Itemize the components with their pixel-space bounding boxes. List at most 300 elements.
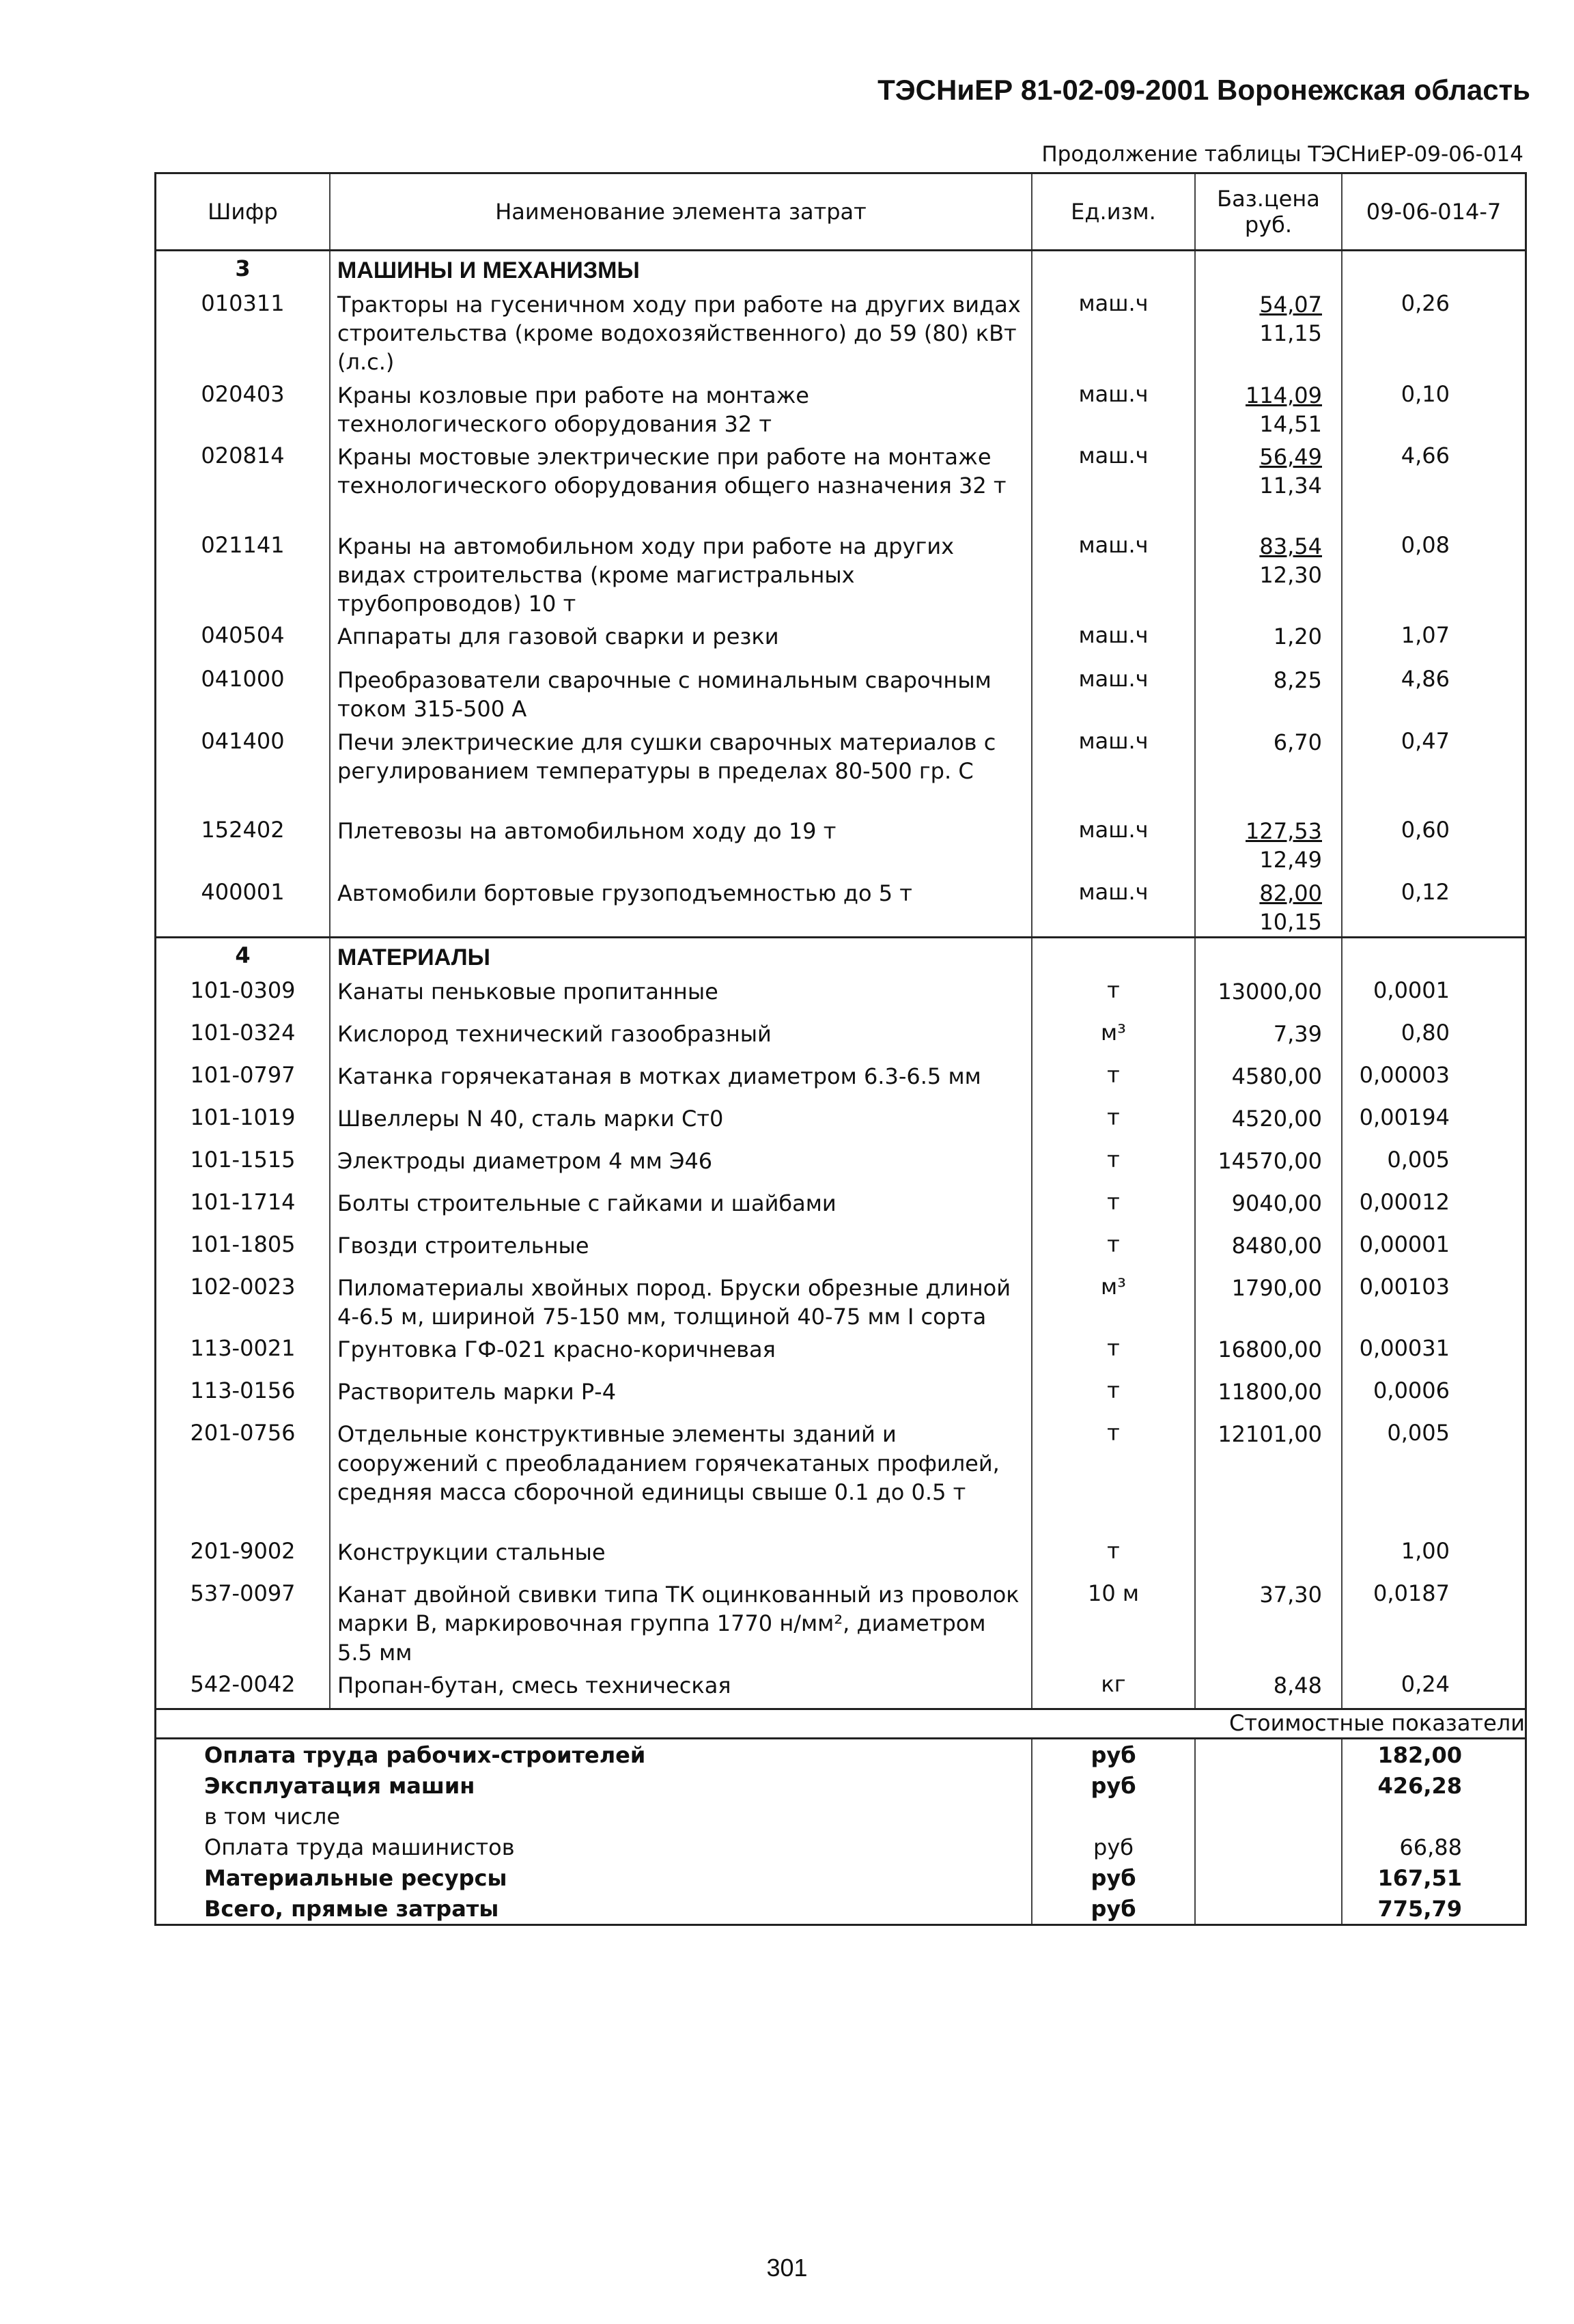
row-unit-text: м³ [1101, 1273, 1126, 1300]
row-price-value: 8480,00 [1231, 1232, 1322, 1259]
section-norm-cell [1342, 938, 1525, 973]
table-row [156, 1016, 1525, 1058]
row-code [156, 813, 330, 874]
row-code-text: 152402 [201, 817, 285, 843]
summary-label: Всего, прямые затраты [204, 1895, 499, 1922]
row-price-value: 4520,00 [1231, 1105, 1322, 1132]
section-header-row [156, 938, 1525, 973]
table-row [156, 438, 1525, 500]
row-name-text: Катанка горячекатаная в мотках диаметром 6.3-6.5 мм [337, 1063, 981, 1089]
row-price [1195, 1100, 1342, 1143]
section-unit-cell [1032, 251, 1195, 286]
row-code-text: 201-0756 [190, 1420, 296, 1446]
table-row [156, 1100, 1525, 1143]
row-norm [1342, 813, 1525, 874]
row-name [330, 1227, 1032, 1270]
row-price-value: 127,53 [1246, 818, 1322, 845]
row-name [330, 1416, 1032, 1507]
row-unit-text: 10 м [1087, 1580, 1140, 1607]
row-price [1195, 1373, 1342, 1416]
row-price [1195, 662, 1342, 723]
row-price-value: 37,30 [1259, 1582, 1322, 1608]
row-code-text: 101-0309 [190, 977, 296, 1003]
row-price [1195, 1058, 1342, 1100]
summary-value: 182,00 [1342, 1739, 1525, 1771]
row-norm [1342, 528, 1525, 619]
row-norm [1342, 1373, 1525, 1416]
row-price-value: 14570,00 [1218, 1147, 1322, 1174]
row-price [1195, 1143, 1342, 1185]
row-price [1195, 528, 1342, 619]
section-price-cell [1195, 251, 1342, 286]
row-norm [1342, 1270, 1525, 1331]
row-unit-text: т [1107, 1538, 1120, 1565]
row-code [156, 618, 330, 662]
row-norm-text: 0,00001 [1359, 1231, 1450, 1257]
row-name [330, 662, 1032, 723]
row-name [330, 1667, 1032, 1709]
row-name-text: Электроды диаметром 4 мм Э46 [337, 1147, 713, 1174]
row-norm-text: 0,12 [1401, 878, 1450, 905]
row-code [156, 1227, 330, 1270]
row-name-text: Растворитель марки Р-4 [337, 1379, 617, 1405]
row-code-text: 041000 [201, 666, 285, 692]
spacer-cell [1342, 501, 1525, 528]
row-unit-text: т [1107, 1104, 1120, 1130]
row-price-value: 114,09 [1246, 382, 1322, 408]
row-price [1195, 1416, 1342, 1507]
row-unit [1032, 1534, 1195, 1576]
section-number-text: 3 [235, 255, 251, 281]
row-code [156, 1100, 330, 1143]
row-price-value: 11800,00 [1218, 1379, 1322, 1405]
summary-price-blank [1195, 1801, 1342, 1832]
row-norm-text: 0,0001 [1373, 977, 1450, 1003]
row-price-value: 8,48 [1273, 1672, 1322, 1698]
row-name-text: Канат двойной свивки типа ТК оцинкованный из проволок марки В, маркировочная группа 1770 н/мм², диаметром 5.5 мм [337, 1582, 1020, 1666]
row-norm [1342, 1227, 1525, 1270]
cost-indicators-label: Стоимостные показатели [156, 1709, 1525, 1738]
row-code [156, 1416, 330, 1507]
row-unit [1032, 1100, 1195, 1143]
table-header-row [156, 173, 1525, 251]
row-code [156, 1576, 330, 1667]
row-norm-text: 4,66 [1401, 443, 1450, 469]
row-name [330, 1373, 1032, 1416]
column-header-price: Баз.цена руб. [1195, 173, 1342, 251]
page-number: 301 [766, 2254, 808, 2282]
spacer-cell [330, 1507, 1032, 1534]
row-name-text: Аппараты для газовой сварки и резки [337, 624, 779, 650]
row-name [330, 1270, 1032, 1331]
table-row [156, 377, 1525, 438]
row-unit [1032, 438, 1195, 500]
spacer-cell [156, 785, 330, 813]
row-name [330, 1576, 1032, 1667]
row-unit [1032, 662, 1195, 723]
row-name [330, 875, 1032, 938]
row-norm-text: 4,86 [1401, 666, 1450, 692]
row-name-text: Гвозди строительные [337, 1232, 589, 1259]
row-norm [1342, 1576, 1525, 1667]
spacer-cell [1342, 1507, 1525, 1534]
row-norm-text: 0,00031 [1359, 1335, 1450, 1362]
row-code-text: 101-1515 [190, 1146, 296, 1173]
row-unit-text: маш.ч [1078, 531, 1149, 558]
row-unit [1032, 724, 1195, 785]
spacer-cell [156, 1507, 330, 1534]
row-code-text: 041400 [201, 727, 285, 754]
row-name-text: Краны на автомобильном ходу при работе на других видах строительства (кроме магистральных трубопроводов) 10 т [337, 533, 955, 617]
row-price-labor: 11,34 [1259, 473, 1322, 499]
section-title [330, 938, 1032, 973]
row-norm [1342, 1143, 1525, 1185]
row-code [156, 662, 330, 723]
row-norm [1342, 662, 1525, 723]
row-unit-text: маш.ч [1078, 443, 1149, 469]
row-name [330, 286, 1032, 377]
spacer-row [156, 501, 1525, 528]
summary-unit: руб [1032, 1832, 1195, 1862]
row-code [156, 286, 330, 377]
row-norm [1342, 286, 1525, 377]
summary-blank [964, 1770, 1032, 1801]
row-norm [1342, 1534, 1525, 1576]
row-unit [1032, 1576, 1195, 1667]
row-code-text: 102-0023 [190, 1273, 296, 1300]
row-price-value: 56,49 [1259, 444, 1322, 471]
row-name [330, 528, 1032, 619]
spacer-cell [330, 501, 1032, 528]
row-unit-text: маш.ч [1078, 666, 1149, 692]
spacer-cell [1195, 785, 1342, 813]
row-unit [1032, 1058, 1195, 1100]
summary-value: 167,51 [1377, 1864, 1462, 1891]
cost-table [156, 172, 1525, 1737]
row-name [330, 973, 1032, 1016]
section-number-text: 4 [235, 942, 251, 969]
row-name [330, 1100, 1032, 1143]
row-norm [1342, 1667, 1525, 1709]
row-code-text: 113-0021 [190, 1335, 296, 1362]
table-row [156, 1576, 1525, 1667]
table-row [156, 1227, 1525, 1270]
table-row [156, 1534, 1525, 1576]
row-name [330, 1534, 1032, 1576]
row-unit [1032, 1143, 1195, 1185]
summary-body [156, 1739, 1525, 1924]
row-code-text: 010311 [201, 290, 285, 316]
summary-blank [964, 1832, 1032, 1862]
row-name [330, 724, 1032, 785]
row-norm-text: 0,10 [1401, 380, 1450, 407]
row-price [1195, 1016, 1342, 1058]
row-name [330, 813, 1032, 874]
row-unit [1032, 1185, 1195, 1227]
table-row [156, 286, 1525, 377]
summary-price-blank [1195, 1739, 1342, 1771]
row-price [1195, 875, 1342, 938]
row-norm-text: 0,00103 [1359, 1273, 1450, 1300]
row-unit [1032, 973, 1195, 1016]
row-price-value: 7,39 [1273, 1020, 1322, 1047]
row-norm [1342, 377, 1525, 438]
row-name [330, 1058, 1032, 1100]
row-unit [1032, 1270, 1195, 1331]
spacer-cell [1032, 785, 1195, 813]
row-price [1195, 438, 1342, 500]
row-unit [1032, 813, 1195, 874]
row-price-value: 12101,00 [1218, 1421, 1322, 1448]
table-row [156, 875, 1525, 938]
table-row [156, 1331, 1525, 1373]
summary-table [156, 1737, 1525, 1924]
row-name-text: Пиломатериалы хвойных пород. Бруски обрезные длиной 4-6.5 м, шириной 75-150 мм, толщиной 40-75 мм I сорта [337, 1274, 1011, 1330]
row-name [330, 438, 1032, 500]
row-price-value: 1790,00 [1231, 1274, 1322, 1301]
row-code [156, 973, 330, 1016]
row-norm-text: 0,26 [1401, 290, 1450, 316]
row-unit-text: т [1107, 1231, 1120, 1257]
summary-unit: руб [1032, 1862, 1195, 1893]
summary-blank [964, 1801, 1032, 1832]
summary-row [156, 1739, 1525, 1771]
row-code [156, 1667, 330, 1709]
row-price-value: 83,54 [1259, 533, 1322, 559]
row-code-text: 537-0097 [190, 1580, 296, 1607]
row-price [1195, 1185, 1342, 1227]
row-price-labor: 12,49 [1259, 847, 1322, 873]
row-norm [1342, 1016, 1525, 1058]
row-norm [1342, 1058, 1525, 1100]
row-code [156, 438, 330, 500]
summary-row [156, 1893, 1525, 1924]
row-price [1195, 1534, 1342, 1576]
row-price-value: 8,25 [1273, 667, 1322, 694]
row-code [156, 377, 330, 438]
row-unit [1032, 1667, 1195, 1709]
row-unit-text: т [1107, 1061, 1120, 1088]
row-name [330, 377, 1032, 438]
row-name-text: Плетевозы на автомобильном ходу до 19 т [337, 818, 837, 845]
section-norm-cell [1342, 251, 1525, 286]
row-name-text: Грунтовка ГФ-021 красно-коричневая [337, 1336, 776, 1363]
row-name-text: Преобразователи сварочные с номинальным сварочным током 315-500 А [337, 667, 992, 723]
cost-indicators-row [156, 1709, 1525, 1738]
row-code-text: 101-1019 [190, 1104, 296, 1130]
row-name-text: Болты строительные с гайками и шайбами [337, 1190, 837, 1216]
spacer-cell [156, 501, 330, 528]
row-price [1195, 1667, 1342, 1709]
row-unit-text: маш.ч [1078, 817, 1149, 843]
row-norm [1342, 1331, 1525, 1373]
row-code-text: 400001 [201, 878, 285, 905]
row-norm [1342, 973, 1525, 1016]
column-header-norm: 09-06-014-7 [1342, 173, 1525, 251]
summary-value: 426,28 [1377, 1772, 1462, 1799]
row-norm [1342, 438, 1525, 500]
row-norm-text: 0,0006 [1373, 1377, 1450, 1404]
row-name [330, 1016, 1032, 1058]
summary-blank [964, 1893, 1032, 1924]
row-code-text: 020403 [201, 380, 285, 407]
table-row [156, 528, 1525, 619]
section-unit-cell [1032, 938, 1195, 973]
row-norm [1342, 724, 1525, 785]
row-price-value: 16800,00 [1218, 1336, 1322, 1363]
row-code-text: 101-0797 [190, 1061, 296, 1088]
row-code-text: 021141 [201, 531, 285, 558]
summary-label: Материальные ресурсы [204, 1864, 507, 1891]
section-title-text: МАШИНЫ И МЕХАНИЗМЫ [337, 257, 640, 283]
summary-value [1342, 1801, 1525, 1832]
row-unit [1032, 528, 1195, 619]
row-price [1195, 377, 1342, 438]
row-code [156, 875, 330, 938]
row-code-text: 542-0042 [190, 1670, 296, 1697]
row-norm-text: 1,00 [1401, 1538, 1450, 1565]
row-unit-text: м³ [1101, 1019, 1126, 1046]
row-name [330, 1185, 1032, 1227]
row-price-labor: 12,30 [1259, 561, 1322, 588]
row-unit [1032, 875, 1195, 938]
section-price-cell [1195, 938, 1342, 973]
summary-blank [964, 1862, 1032, 1893]
table-row [156, 813, 1525, 874]
row-price-value: 13000,00 [1218, 978, 1322, 1005]
row-unit-text: маш.ч [1078, 878, 1149, 905]
row-norm-text: 0,005 [1387, 1146, 1450, 1173]
row-code [156, 724, 330, 785]
row-unit [1032, 1016, 1195, 1058]
summary-label: Оплата труда рабочих-строителей [156, 1739, 964, 1771]
row-code-text: 113-0156 [190, 1377, 296, 1404]
row-norm [1342, 618, 1525, 662]
row-price [1195, 618, 1342, 662]
row-name-text: Пропан-бутан, смесь техническая [337, 1672, 731, 1698]
document-header: ТЭСНиЕР 81-02-09-2001 Воронежская область [877, 74, 1530, 106]
row-name-text: Печи электрические для сушки сварочных материалов с регулированием температуры в пределах 80-500 гр. С [337, 729, 996, 784]
table-row [156, 1185, 1525, 1227]
spacer-cell [330, 785, 1032, 813]
summary-label: Оплата труда машинистов [204, 1834, 515, 1860]
row-unit-text: т [1107, 977, 1120, 1003]
spacer-cell [1195, 501, 1342, 528]
spacer-cell [1032, 1507, 1195, 1534]
row-norm-text: 1,07 [1401, 622, 1450, 649]
row-norm [1342, 875, 1525, 938]
row-name-text: Конструкции стальные [337, 1539, 606, 1566]
cost-table-frame [154, 172, 1527, 1926]
row-price-labor: 11,15 [1259, 320, 1322, 347]
table-row [156, 1667, 1525, 1709]
summary-unit [1032, 1801, 1195, 1832]
column-header-code: Шифр [156, 173, 330, 251]
row-code-text: 201-9002 [190, 1538, 296, 1565]
row-name-text: Кислород технический газообразный [337, 1020, 772, 1047]
row-name-text: Швеллеры N 40, сталь марки Ст0 [337, 1105, 724, 1132]
row-name-text: Тракторы на гусеничном ходу при работе на других видах строительства (кроме водохозяйственного) до 59 (80) кВт (л.с.) [337, 291, 1021, 376]
row-unit [1032, 1331, 1195, 1373]
row-price-value: 9040,00 [1231, 1190, 1322, 1216]
table-row [156, 1143, 1525, 1185]
section-header-row [156, 251, 1525, 286]
section-number [156, 251, 330, 286]
row-norm [1342, 1100, 1525, 1143]
row-unit-text: маш.ч [1078, 380, 1149, 407]
spacer-cell [1342, 785, 1525, 813]
row-code-text: 101-1714 [190, 1188, 296, 1215]
row-name-text: Краны мостовые электрические при работе на монтаже технологического оборудования общего назначения 32 т [337, 444, 1007, 499]
row-norm-text: 0,24 [1401, 1670, 1450, 1697]
row-code [156, 1185, 330, 1227]
spacer-row [156, 1507, 1525, 1534]
row-unit-text: т [1107, 1420, 1120, 1446]
summary-label: в том числе [204, 1803, 340, 1830]
row-unit-text: маш.ч [1078, 290, 1149, 316]
row-code-text: 020814 [201, 443, 285, 469]
row-norm [1342, 1416, 1525, 1507]
row-code [156, 1331, 330, 1373]
row-norm-text: 0,08 [1401, 531, 1450, 558]
row-price-value: 54,07 [1259, 291, 1322, 318]
row-code [156, 1270, 330, 1331]
row-unit-text: маш.ч [1078, 727, 1149, 754]
row-price [1195, 724, 1342, 785]
row-name-text: Краны козловые при работе на монтаже технологического оборудования 32 т [337, 382, 809, 437]
row-code [156, 1143, 330, 1185]
summary-row [156, 1801, 1525, 1832]
row-code-text: 101-1805 [190, 1231, 296, 1257]
row-norm-text: 0,005 [1387, 1420, 1450, 1446]
row-code-text: 040504 [201, 622, 285, 649]
summary-price-blank [1195, 1862, 1342, 1893]
row-price [1195, 1331, 1342, 1373]
row-norm [1342, 1185, 1525, 1227]
row-unit-text: маш.ч [1078, 622, 1149, 649]
summary-row [156, 1770, 1525, 1801]
summary-label: Эксплуатация машин [204, 1772, 475, 1799]
summary-unit: руб [1032, 1739, 1195, 1771]
row-unit-text: т [1107, 1335, 1120, 1362]
summary-unit: руб [1032, 1770, 1195, 1801]
row-price-value: 1,20 [1273, 624, 1322, 650]
table-row [156, 1416, 1525, 1507]
spacer-cell [1195, 1507, 1342, 1534]
row-name-text: Автомобили бортовые грузоподъемностью до 5 т [337, 880, 912, 906]
row-unit-text: кг [1101, 1670, 1126, 1697]
summary-value: 66,88 [1399, 1834, 1462, 1860]
summary-price-blank [1195, 1770, 1342, 1801]
row-price [1195, 1576, 1342, 1667]
row-price-labor: 10,15 [1259, 908, 1322, 935]
row-norm-text: 0,00194 [1359, 1104, 1450, 1130]
row-price [1195, 286, 1342, 377]
row-price [1195, 813, 1342, 874]
summary-price-blank [1195, 1832, 1342, 1862]
summary-unit: руб [1032, 1893, 1195, 1924]
row-unit-text: т [1107, 1377, 1120, 1404]
row-price [1195, 973, 1342, 1016]
summary-row [156, 1862, 1525, 1893]
summary-value: 775,79 [1377, 1895, 1462, 1922]
table-row [156, 662, 1525, 723]
row-price [1195, 1270, 1342, 1331]
column-header-name: Наименование элемента затрат [330, 173, 1032, 251]
row-code [156, 1373, 330, 1416]
section-title-text: МАТЕРИАЛЫ [337, 944, 490, 971]
table-continuation-label: Продолжение таблицы ТЭСНиЕР-09-06-014 [1041, 142, 1523, 167]
